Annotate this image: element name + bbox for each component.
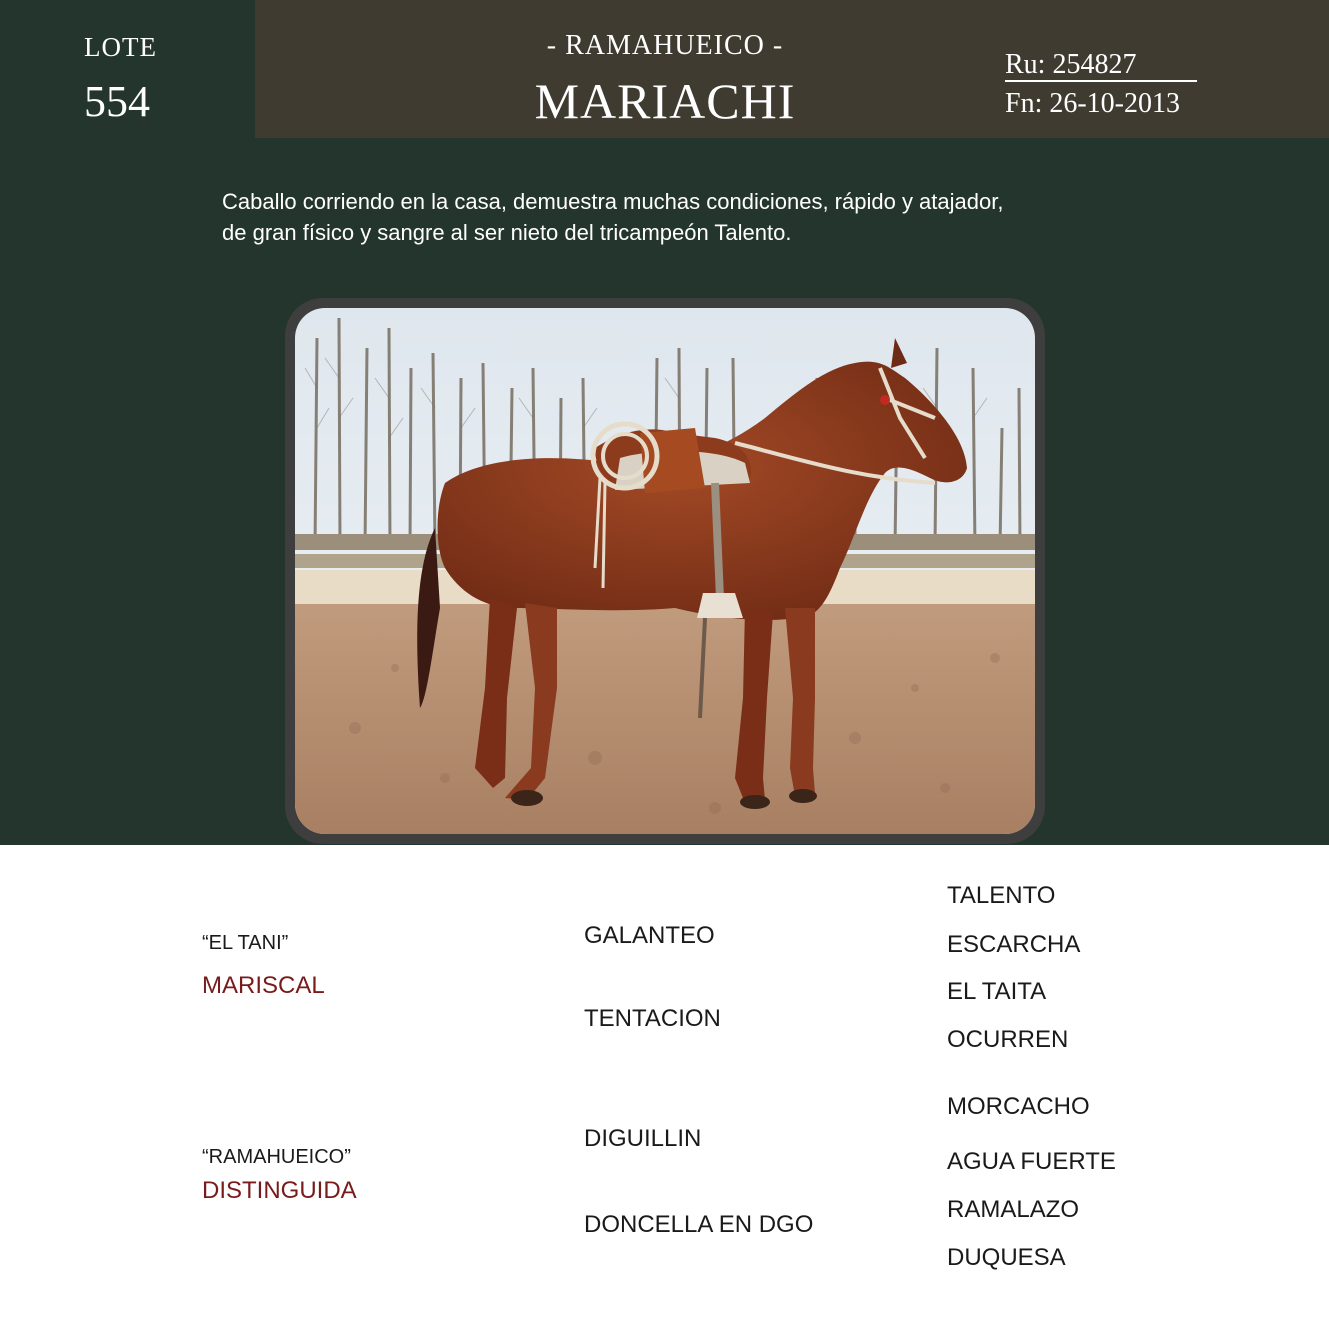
great-grandparent-item: AGUA FUERTE bbox=[947, 1148, 1116, 1175]
lote-number: 554 bbox=[84, 77, 150, 126]
horse-illustration bbox=[295, 308, 1035, 834]
great-grandparent-item: OCURREN bbox=[947, 1026, 1069, 1053]
criadero-name: - RAMAHUEICO - bbox=[546, 30, 784, 61]
great-grandparent-item: MORCACHO bbox=[947, 1093, 1090, 1120]
great-grandparent-item: RAMALAZO bbox=[947, 1196, 1080, 1223]
grandparent-item: TENTACION bbox=[584, 1005, 721, 1032]
sire-nickname: “EL TANI” bbox=[202, 932, 289, 954]
great-grandparent-item: ESCARCHA bbox=[947, 931, 1081, 958]
sire-name: MARISCAL bbox=[202, 972, 325, 999]
great-grandparent-item: TALENTO bbox=[947, 882, 1056, 909]
grandparent-item: GALANTEO bbox=[584, 922, 715, 949]
grandparent-item: DONCELLA EN DGO bbox=[584, 1211, 814, 1238]
horse-name: MARIACHI bbox=[534, 73, 796, 129]
registration-number: Ru: 254827 bbox=[1005, 50, 1197, 82]
birth-date: Fn: 26-10-2013 bbox=[1005, 88, 1180, 119]
horse-photo bbox=[295, 308, 1035, 834]
horse-description bbox=[222, 186, 1082, 248]
dam-name: DISTINGUIDA bbox=[202, 1177, 357, 1204]
photo-frame bbox=[285, 298, 1045, 844]
description-line-1: Caballo corriendo en la casa, demuestra muchas condiciones, rápido y atajador, bbox=[222, 189, 1004, 214]
grandparent-item: DIGUILLIN bbox=[584, 1125, 702, 1152]
dam-nickname: “RAMAHUEICO” bbox=[202, 1146, 351, 1168]
great-grandparent-item: DUQUESA bbox=[947, 1244, 1066, 1271]
great-grandparent-item: EL TAITA bbox=[947, 978, 1047, 1005]
lote-label: LOTE bbox=[84, 32, 157, 62]
description-line-2: de gran físico y sangre al ser nieto del tricampeón Talento. bbox=[222, 220, 792, 245]
